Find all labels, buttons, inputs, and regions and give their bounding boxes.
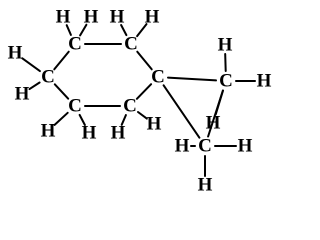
carbon-atom-c5: C [68,95,82,117]
carbon-atom-c4: C [123,95,137,117]
carbon-atom-c1: C [68,33,82,55]
hydrogen-atom-h8: H [81,122,97,144]
bond-c5-c6 [55,84,68,98]
bond-c4-h10 [138,112,147,119]
hydrogen-atom-h1: H [55,6,71,28]
hydrogen-atom-h16: H [197,174,213,196]
carbon-atom-c6: C [41,66,55,88]
hydrogen-atom-h15: H [237,135,253,157]
carbon-atom-c8: C [198,135,212,157]
hydrogen-atom-h2: H [83,6,99,28]
hydrogen-atom-h5: H [7,42,23,64]
bond-c2-c3 [137,52,151,70]
hydrogen-atom-h9: H [110,122,126,144]
bond-c3-c4 [137,84,151,99]
hydrogen-atom-h10: H [146,113,162,135]
bond-c3-c7 [168,78,216,81]
carbon-atom-c3: C [151,66,165,88]
hydrogen-atom-h3: H [109,6,125,28]
bond-c5-h7 [55,113,68,125]
hydrogen-atom-h12: H [256,70,272,92]
bond-c7-h11 [225,54,226,71]
bond-c6-h5 [22,58,40,71]
hydrogen-atom-h14: H [174,135,190,157]
carbon-atom-c2: C [124,33,138,55]
hydrogen-atom-h7: H [40,120,56,142]
hydrogen-atom-h11: H [217,34,233,56]
bond-c6-c1 [54,52,68,70]
bond-c3-c8 [164,85,200,137]
hydrogen-atom-h13: H [205,112,221,134]
bond-c7-h13 [216,91,223,115]
atom-layer [8,7,272,196]
hydrogen-atom-h6: H [14,83,30,105]
carbon-atom-c7: C [219,70,233,92]
bond-c6-h6 [30,83,40,90]
hydrogen-atom-h4: H [144,6,160,28]
